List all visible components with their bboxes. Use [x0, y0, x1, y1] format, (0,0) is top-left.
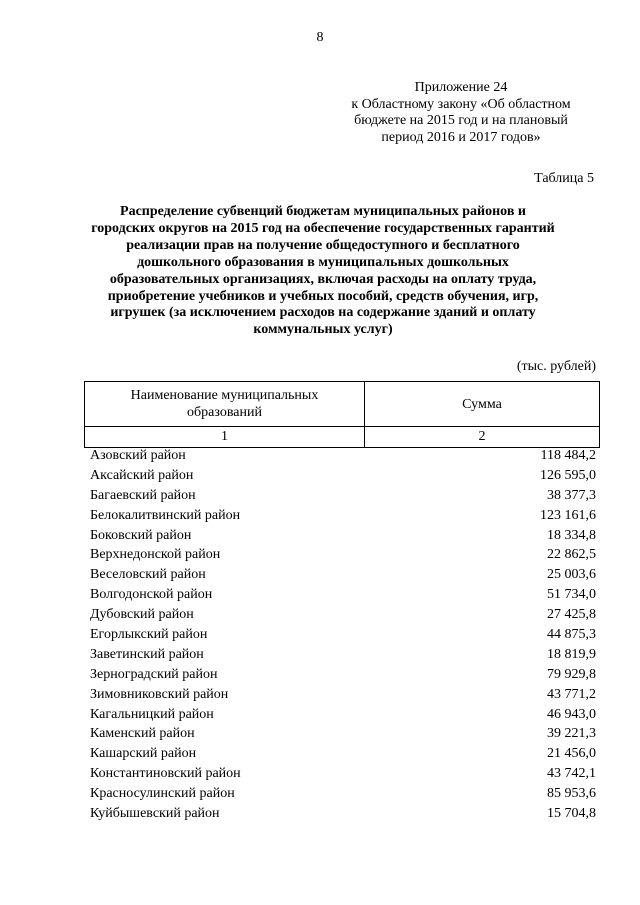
title-line: коммунальных услуг): [253, 322, 393, 338]
column-number: 2: [365, 427, 600, 448]
subvention-amount: 51 734,0: [547, 587, 596, 603]
district-name: Белокалитвинский район: [90, 507, 241, 523]
table-row: [90, 545, 596, 565]
table-label: Таблица 5: [534, 171, 594, 186]
subvention-amount: 25 003,6: [547, 567, 596, 583]
subvention-amount: 15 704,8: [547, 806, 596, 822]
page-number: 8: [316, 30, 324, 45]
column-header-name: [85, 382, 365, 427]
subvention-amount: 118 484,2: [540, 448, 596, 463]
district-name: Волгодонской район: [90, 587, 213, 603]
appendix-line: Приложение 24: [414, 80, 508, 95]
appendix-line: бюджете на 2015 год и на плановый: [354, 113, 568, 128]
subvention-amount: 43 742,1: [547, 766, 596, 782]
district-name: Кашарский район: [90, 746, 197, 762]
district-name: Багаевский район: [90, 487, 196, 503]
table-row: [90, 446, 596, 466]
title-line: Распределение субвенций бюджетам муниципальных районов и: [120, 204, 526, 219]
subvention-amount: 46 943,0: [547, 706, 596, 722]
column-header-name-line: образований: [187, 405, 262, 420]
district-name: Зерноградский район: [90, 666, 218, 682]
column-number: 1: [85, 427, 365, 448]
table-row: [90, 565, 596, 585]
table-row: [90, 804, 596, 824]
table-row: [90, 744, 596, 764]
column-header-sum: Сумма: [365, 382, 600, 427]
table-row: [90, 526, 596, 546]
subvention-amount: 85 953,6: [547, 786, 596, 802]
subvention-amount: 126 595,0: [540, 467, 596, 483]
title-line: городских округов на 2015 год на обеспечение государственных гарантий: [91, 220, 555, 236]
subvention-amount: 44 875,3: [547, 627, 596, 643]
table-row: [90, 585, 596, 605]
appendix-reference: [330, 80, 592, 146]
table-row: [90, 645, 596, 665]
appendix-line: период 2016 и 2017 годов»: [381, 129, 541, 145]
title-line: дошкольного образования в муниципальных дошкольных: [137, 254, 509, 270]
table-row: [90, 724, 596, 744]
units-label: (тыс. рублей): [516, 359, 596, 374]
district-name: Константиновский район: [90, 766, 241, 782]
district-name: Куйбышевский район: [90, 806, 220, 822]
district-name: Каменский район: [90, 726, 195, 742]
district-name: Верхнедонской район: [90, 547, 221, 563]
table-row: [90, 764, 596, 784]
subvention-amount: 27 425,8: [547, 607, 596, 623]
title-line: образовательных организациях, включая расходы на оплату труда,: [109, 271, 537, 287]
table-row: [90, 685, 596, 705]
title-line: реализации прав на получение общедоступного и бесплатного: [126, 237, 520, 253]
appendix-line: к Областному закону «Об областном: [351, 96, 571, 112]
subvention-amount: 79 929,8: [547, 666, 596, 682]
title-line: игрушек (за исключением расходов на содержание зданий и оплату: [110, 305, 536, 321]
district-name: Кагальницкий район: [90, 706, 214, 722]
subvention-amount: 43 771,2: [547, 686, 596, 702]
district-name: Дубовский район: [90, 607, 194, 623]
title-line: приобретение учебников и учебных пособий, средств обучения, игр,: [107, 288, 539, 304]
district-name: Азовский район: [90, 448, 186, 463]
district-name: Зимовниковский район: [90, 686, 229, 702]
subvention-amount: 22 862,5: [547, 547, 596, 563]
subvention-amount: 123 161,6: [540, 507, 596, 523]
table-row: [90, 665, 596, 685]
subvention-amount: 21 456,0: [547, 746, 596, 762]
district-name: Боковский район: [90, 527, 192, 543]
district-name: Веселовский район: [90, 567, 206, 583]
table-row: [90, 605, 596, 625]
table-row: [90, 625, 596, 645]
subvention-amount: 38 377,3: [547, 487, 596, 503]
column-header-name-line: Наименование муниципальных: [130, 388, 319, 403]
district-name: Заветинский район: [90, 646, 204, 662]
district-name: Красносулинский район: [90, 786, 235, 802]
table-row: [90, 784, 596, 804]
table-row: [90, 705, 596, 725]
subvention-amount: 18 819,9: [547, 646, 596, 662]
table-row: [90, 506, 596, 526]
document-title: [80, 204, 566, 339]
table-header: [84, 381, 600, 448]
subvention-amount: 39 221,3: [547, 726, 596, 742]
district-name: Аксайский район: [90, 467, 194, 483]
table-row: [90, 466, 596, 486]
table-row: [90, 486, 596, 506]
subvention-amount: 18 334,8: [547, 527, 596, 543]
table-body: [90, 446, 596, 824]
district-name: Егорлыкский район: [90, 627, 208, 643]
